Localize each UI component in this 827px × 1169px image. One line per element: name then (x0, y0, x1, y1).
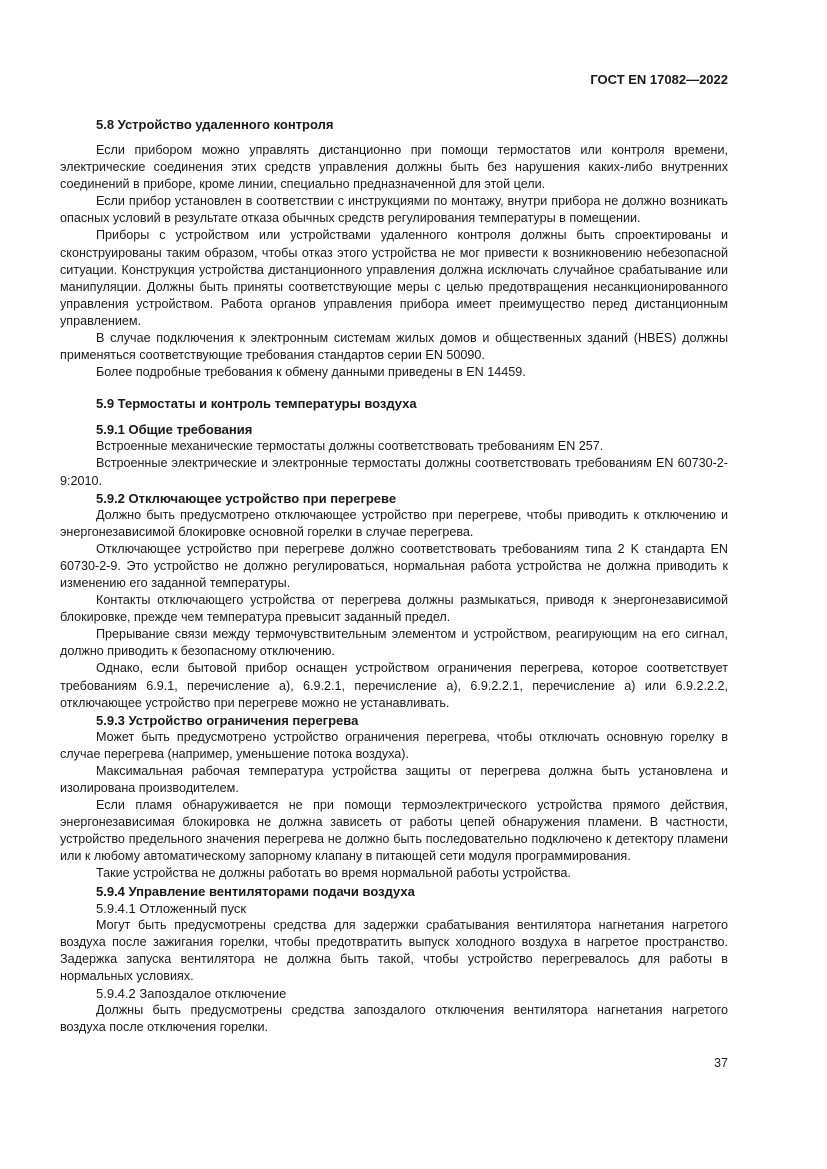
paragraph: Должно быть предусмотрено отключающее устройство при перегреве, чтобы приводить к отключению и энергонезависимой блокировке основной горелки в случае перегрева. (60, 507, 728, 539)
section-heading: 5.8 Устройство удаленного контроля (96, 117, 334, 132)
clause-heading: 5.9.4.2 Запоздалое отключение (96, 985, 287, 1001)
paragraph: Встроенные механические термостаты должны соответствовать требованиям EN 257. (96, 439, 604, 454)
subsection-heading: 5.9.1 Общие требования (96, 422, 253, 438)
standard-header: ГОСТ EN 17082—2022 (590, 72, 728, 87)
paragraph: Если пламя обнаруживается не при помощи термоэлектрического устройства прямого действия, энергонезависимая блокировка не должна зависеть от работы цепей обнаружения пламени. В частности, устройство предельного значения перегрева не должно быть последовательно подключено к детектору пламени или к любому автоматическому запорному клапану в питающей сети модуля программирования. (60, 798, 728, 864)
paragraph: Приборы с устройством или устройствами удаленного контроля должны быть спроектированы и сконструированы таким образом, чтобы отказ этого устройства не мог привести к возникновению небезопасной ситуации. Конструкция устройства дистанционного управления должна исключать случайное срабатывание или манипуляции. Должны быть приняты соответствующие меры с целью предотвращения несанкционированного управления устройством. Работа органов управления прибора имеет преимущество перед дистанционным управлением. (60, 228, 728, 328)
paragraph: Должны быть предусмотрены средства запоздалого отключения вентилятора нагнетания нагретого воздуха после отключения горелки. (60, 1002, 728, 1035)
subsection-heading: 5.9.3 Устройство ограничения перегрева (96, 712, 359, 728)
paragraph: Максимальная рабочая температура устройства защиты от перегрева должна быть установлена и изолирована производителем. (60, 763, 728, 795)
page-number: 37 (713, 1056, 728, 1070)
paragraph: Если прибор установлен в соответствии с инструкциями по монтажу, внутри прибора не должно возникать опасных условий в результате отказа обычных средств регулирования температуры в помещении. (60, 194, 728, 226)
paragraph: Могут быть предусмотрены средства для задержки срабатывания вентилятора нагнетания нагретого воздуха после зажигания горелки, чтобы предотвратить выпуск холодного воздуха в нагретое пространство. Задержка запуска вентилятора не должна быть такой, чтобы устройство перегревалось для работы в нормальных условиях. (60, 917, 728, 983)
paragraph: Однако, если бытовой прибор оснащен устройством ограничения перегрева, которое соответствует требованиям 6.9.1, перечисление а), 6.9.2.1, перечисление а), 6.9.2.2.1, перечисление а) или 6.9.2.2.2, отключающее устройство при перегреве можно не устанавливать. (60, 661, 728, 710)
paragraph: В случае подключения к электронным системам жилых домов и общественных зданий (HBES) должны применяться соответствующие требования стандартов серии EN 50090. (60, 331, 728, 363)
paragraph: Такие устройства не должны работать во время нормальной работы устройства. (96, 866, 571, 881)
subsection-heading: 5.9.4 Управление вентиляторами подачи воздуха (96, 883, 415, 899)
paragraph: Отключающее устройство при перегреве должно соответствовать требованиям типа 2 K стандарта EN 60730-2-9. Это устройство не должно регулироваться, нормальная работа устройства не должна приводить к изменению его заданной температуры. (60, 541, 728, 590)
paragraph: Встроенные электрические и электронные термостаты должны соответствовать требованиям EN 60730-2-9:2010. (60, 456, 728, 488)
paragraph: Может быть предусмотрено устройство ограничения перегрева, чтобы отключать основную горелку в случае перегрева (например, уменьшение потока воздуха). (60, 729, 728, 761)
paragraph: Прерывание связи между термочувствительным элементом и устройством, реагирующим на его сигнал, должно приводить к безопасному отключению. (60, 627, 728, 659)
paragraph: Если прибором можно управлять дистанционно при помощи термостатов или контроля времени, электрические соединения этих средств управления должны быть без нарушения каких-либо внутренних соединений в приборе, кроме линии, специально предназначенной для этой цели. (60, 143, 728, 192)
clause-heading: 5.9.4.1 Отложенный пуск (96, 900, 247, 916)
section-heading: 5.9 Термостаты и контроль температуры воздуха (96, 396, 417, 412)
paragraph: Контакты отключающего устройства от перегрева должны размыкаться, приводя к энергонезависимой блокировке, прежде чем температура превысит заданный предел. (60, 593, 728, 625)
subsection-heading: 5.9.2 Отключающее устройство при перегреве (96, 490, 397, 506)
paragraph: Более подробные требования к обмену данными приведены в EN 14459. (96, 365, 526, 380)
document-body (60, 116, 728, 1036)
